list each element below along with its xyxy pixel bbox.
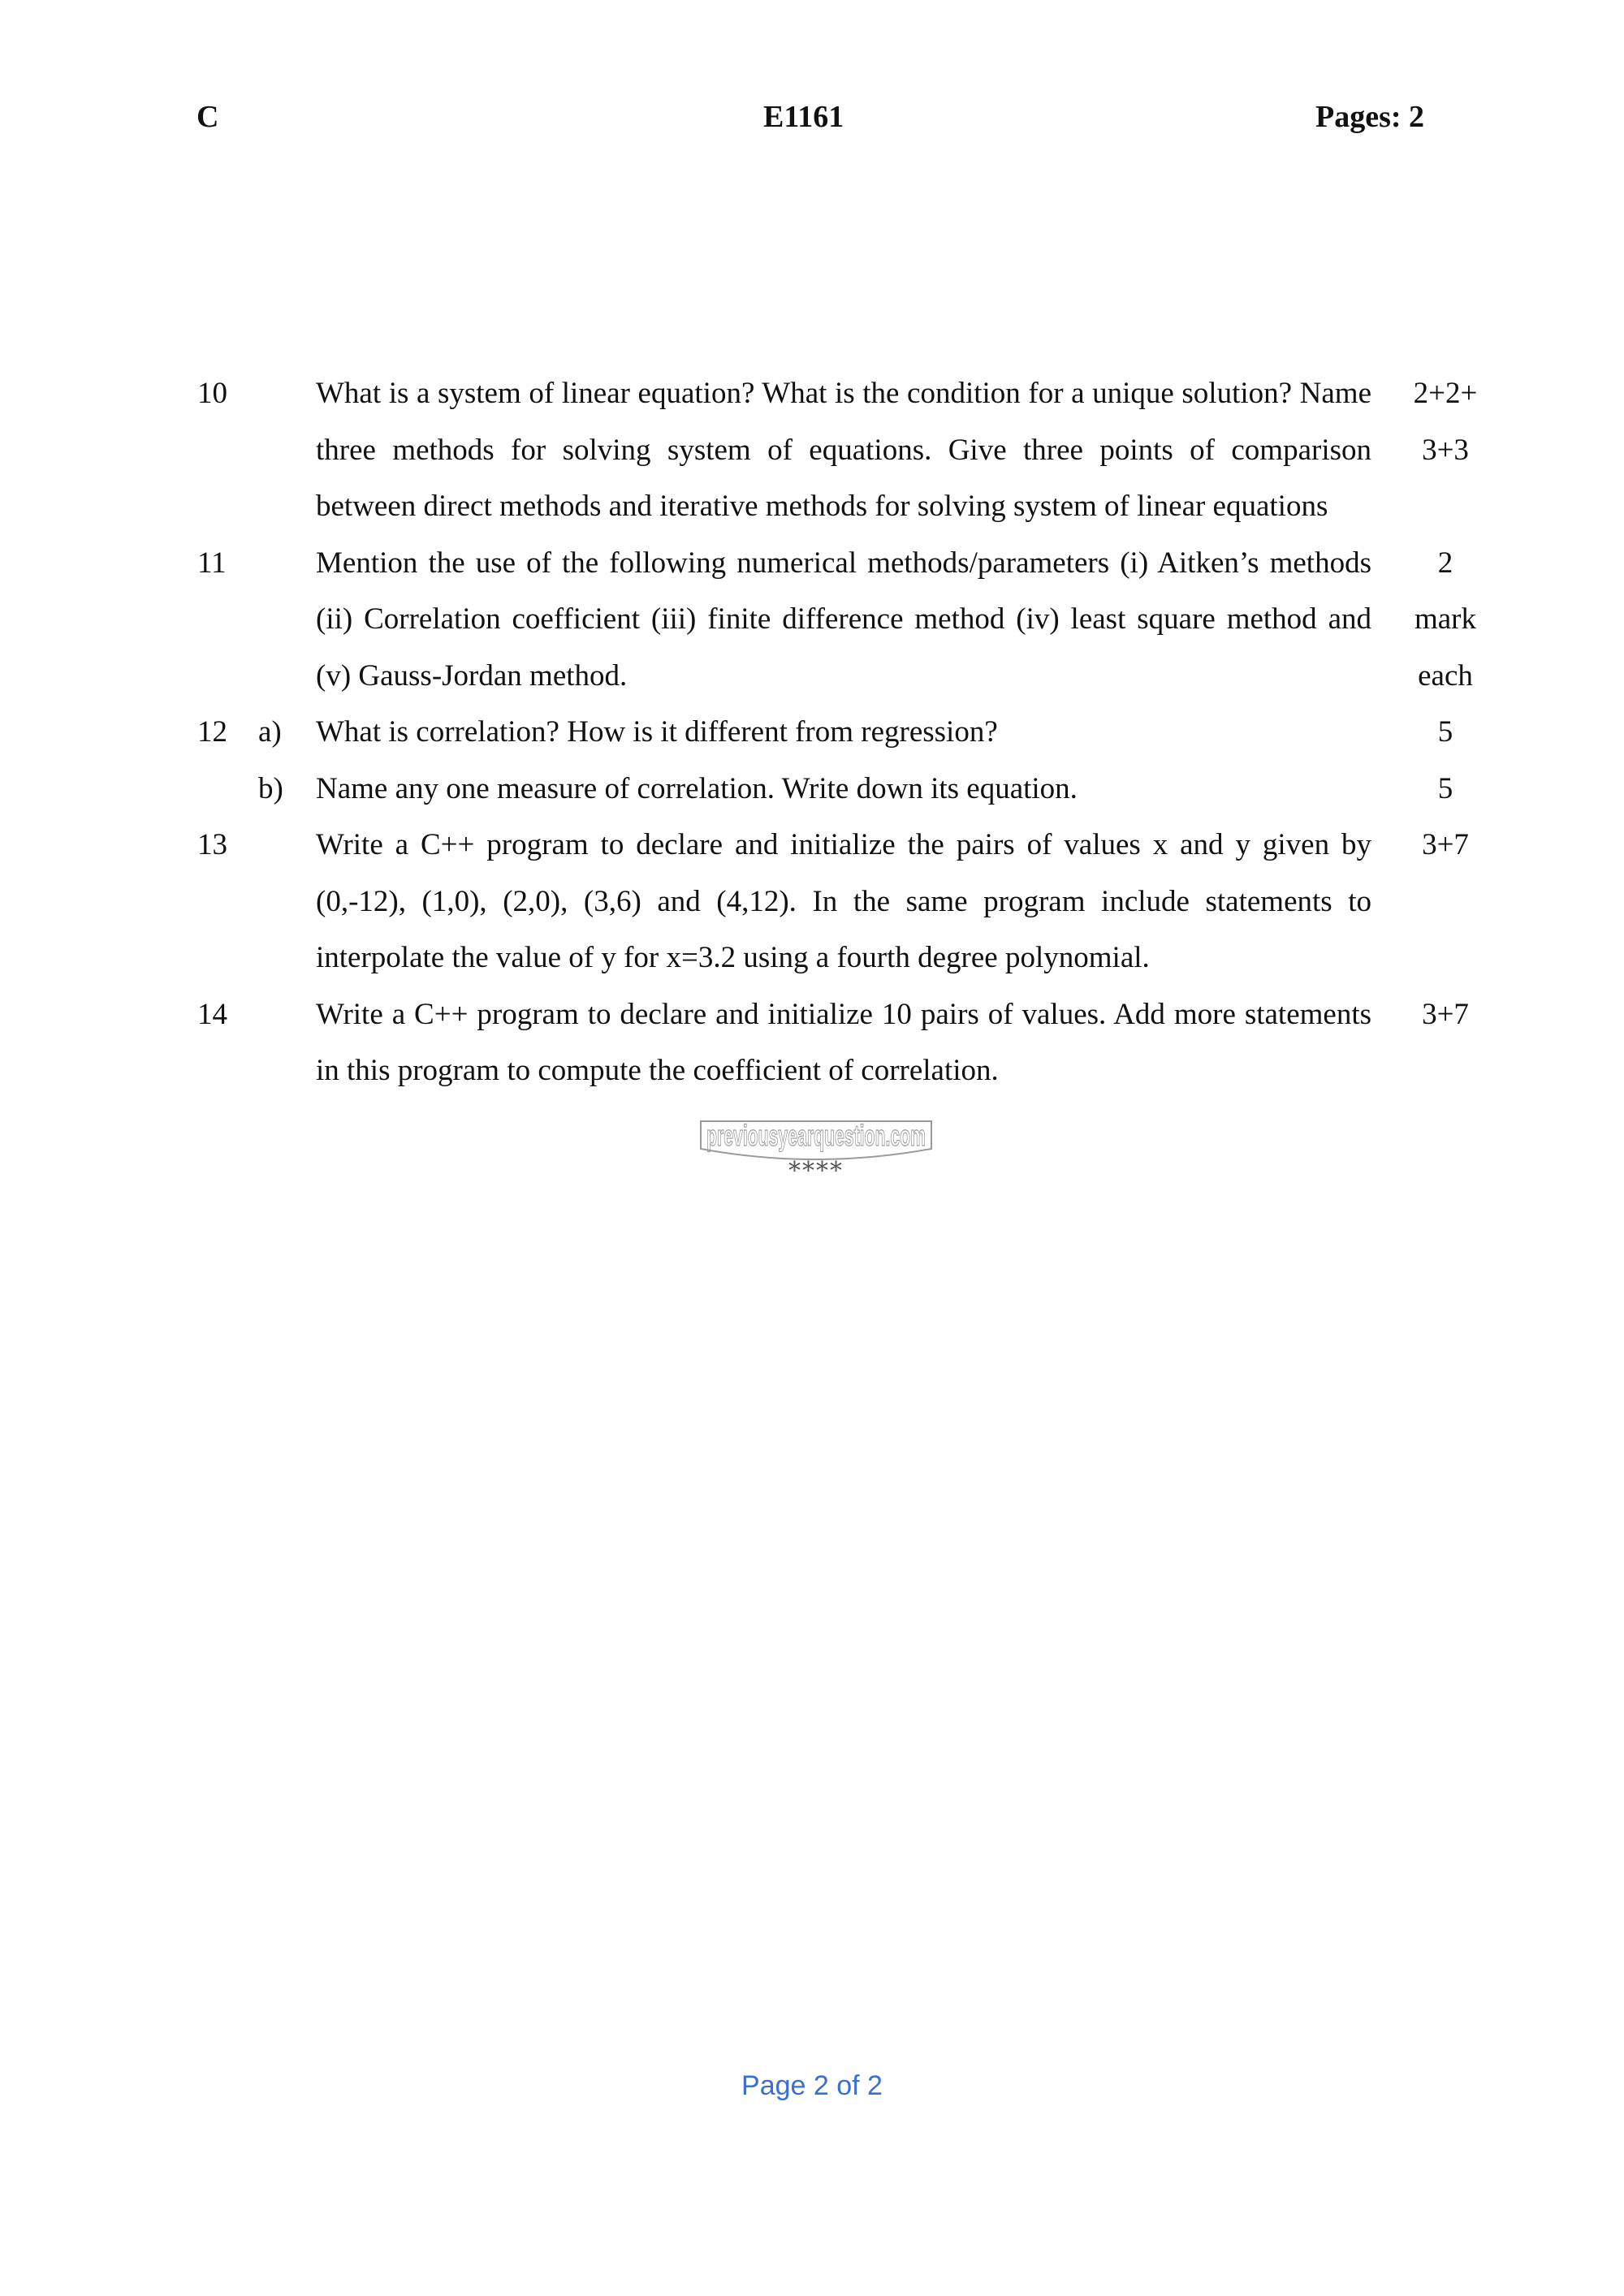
question-12a <box>0 704 1624 761</box>
page-footer <box>0 2070 1624 2102</box>
question-marks: 2 mark each <box>1414 546 1477 693</box>
question-text: Write a C++ program to declare and initialize the pairs of values x and y given by (0,-12), (1,0), (2,0), (3,6) and (4,12). In the same program include statements to interpolate the value of y for x=3.2 using a fourth degree polynomial. <box>316 828 1371 974</box>
question-marks: 3+7 <box>1422 828 1469 861</box>
paper-code: E1161 <box>763 100 844 134</box>
question-marks: 2+2+ 3+3 <box>1413 377 1478 467</box>
question-text: What is correlation? How is it different from regression? <box>316 715 998 749</box>
watermark-text: previousyearquestion.com <box>706 1119 926 1152</box>
question-text: Name any one measure of correlation. Write down its equation. <box>316 771 1078 805</box>
question-12b <box>0 761 1624 818</box>
question-marks: 5 <box>1437 715 1453 749</box>
question-number: 14 <box>197 997 227 1031</box>
question-number: 13 <box>197 828 227 861</box>
question-marks: 3+7 <box>1422 997 1469 1031</box>
question-marks: 5 <box>1437 771 1453 805</box>
question-14 <box>0 986 1624 1099</box>
question-number: 11 <box>197 546 227 580</box>
question-13 <box>0 817 1624 986</box>
question-text: Write a C++ program to declare and initialize 10 pairs of values. Add more statements in this program to compute the coefficient of correlation. <box>316 997 1371 1087</box>
page-header <box>0 99 1624 140</box>
paper-set-code: C <box>197 100 219 134</box>
question-subpart: b) <box>258 771 283 805</box>
question-number: 10 <box>197 377 227 410</box>
end-of-paper-stars: **** <box>788 1157 844 1185</box>
question-list <box>0 365 1624 1099</box>
question-11 <box>0 535 1624 705</box>
question-number: 12 <box>197 715 227 749</box>
question-text: What is a system of linear equation? What is the condition for a unique solution? Name three methods for solving system of equations. Give three points of comparison between direct methods and iterative methods for solving system of linear equations <box>316 377 1371 523</box>
page-count: Pages: 2 <box>1315 100 1425 134</box>
watermark-stamp <box>694 1116 938 1188</box>
question-text: Mention the use of the following numerical methods/parameters (i) Aitken’s methods (ii) Correlation coefficient (iii) finite difference method (iv) least square method and (v) Gauss-Jordan method. <box>316 546 1371 693</box>
page-number: Page 2 of 2 <box>741 2070 883 2101</box>
question-10 <box>0 365 1624 535</box>
question-subpart: a) <box>258 715 282 749</box>
